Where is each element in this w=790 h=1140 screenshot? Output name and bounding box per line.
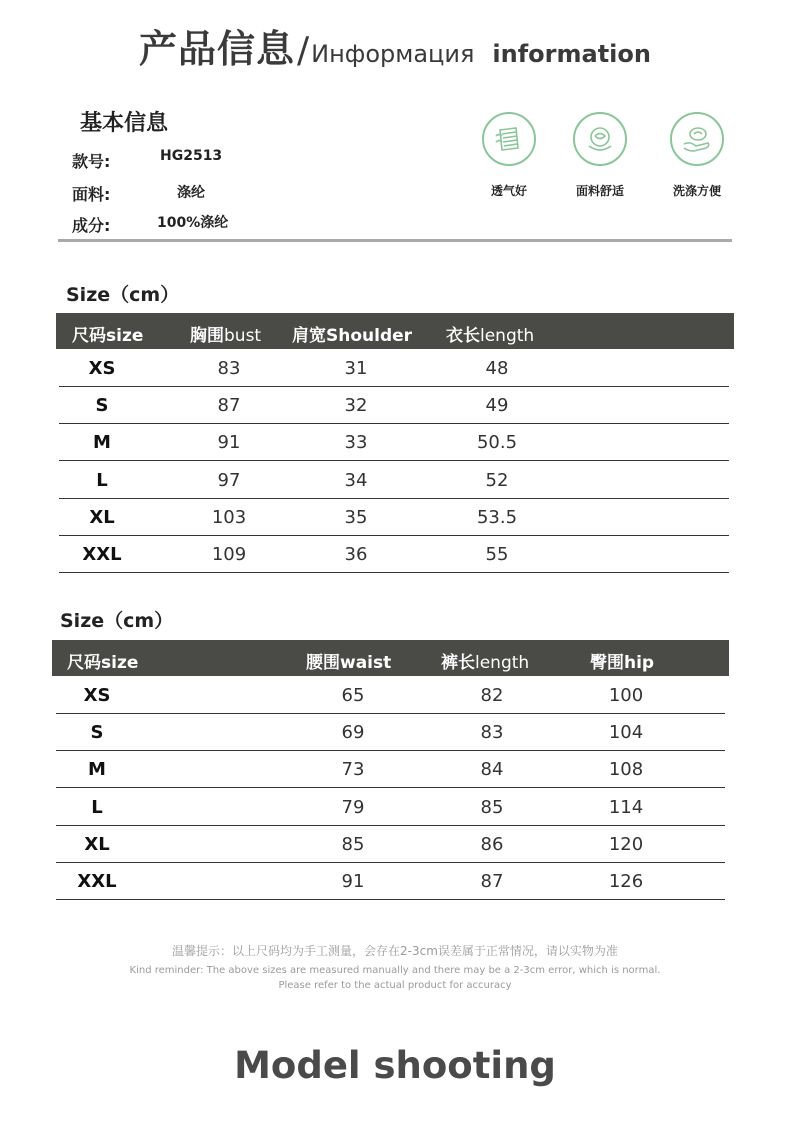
page-title: [0, 18, 790, 73]
title-separator: /: [297, 30, 310, 71]
value-cell: 103: [211, 506, 247, 528]
value-cell: 73: [341, 759, 365, 781]
header-size: 尺码size: [72, 326, 144, 346]
table-row: [56, 789, 725, 826]
comfort-fabric-icon: [573, 112, 627, 166]
feature-breathable-label: 透气好: [490, 184, 527, 198]
value-cell: 48: [485, 358, 509, 379]
value-cell: 65: [341, 685, 365, 706]
value-cell: 108: [608, 759, 644, 781]
reminder-note-english-line1: Kind reminder: The above sizes are measured manually and there may be a 2-3cm error, which is normal.: [129, 965, 661, 976]
style-number-label: 款号:: [72, 152, 111, 171]
size-cell: XXL: [82, 544, 122, 565]
header-pants-length: 裤长length: [441, 653, 530, 673]
table-row: [56, 863, 725, 900]
fabric-label: 面料:: [72, 185, 111, 204]
value-cell: 83: [480, 722, 504, 744]
value-cell: 55: [485, 544, 509, 565]
composition-label: 成分:: [72, 216, 111, 235]
table-row: [59, 387, 729, 424]
top-table-header: [56, 313, 734, 349]
value-cell: 34: [344, 469, 368, 491]
value-cell: 85: [480, 796, 504, 818]
size-cell: XS: [88, 358, 116, 379]
fabric-value: 涤纶: [177, 185, 205, 201]
title-chinese: 产品信息: [139, 27, 296, 71]
style-number-value: HG2513: [160, 148, 223, 164]
size-cell: L: [91, 796, 103, 818]
basic-info-title: 基本信息: [80, 111, 169, 136]
easy-wash-icon: [670, 112, 724, 166]
reminder-note-english-line2: Please refer to the actual product for accuracy: [278, 980, 512, 991]
value-cell: 83: [217, 358, 241, 379]
value-cell: 120: [608, 833, 644, 855]
value-cell: 35: [344, 506, 368, 528]
feature-wash-label: 洗涤方便: [672, 184, 721, 198]
feature-breathable: [464, 112, 554, 199]
table-row: [56, 677, 725, 714]
table-row: [56, 714, 725, 751]
value-cell: 49: [485, 395, 509, 417]
size-cell: L: [96, 469, 108, 491]
value-cell: 86: [480, 833, 504, 855]
value-cell: 91: [217, 432, 241, 454]
title-russian: Информация: [311, 40, 475, 68]
value-cell: 104: [608, 722, 644, 744]
feature-wash: [652, 112, 742, 199]
title-english: information: [492, 40, 651, 68]
header-waist: 腰围waist: [306, 653, 392, 673]
table-row: [59, 424, 729, 461]
model-shooting-title: Model shooting: [234, 1044, 556, 1087]
section-divider: [58, 239, 732, 242]
bottom-table-header: [52, 640, 729, 676]
table-row: [56, 751, 725, 788]
value-cell: 50.5: [476, 432, 518, 454]
value-cell: 84: [480, 759, 504, 781]
value-cell: 53.5: [476, 506, 518, 528]
value-cell: 100: [608, 685, 644, 706]
size-cell: M: [88, 759, 106, 781]
feature-comfort-label: 面料舒适: [575, 184, 624, 198]
value-cell: 97: [217, 469, 241, 491]
composition-value: 100%涤纶: [157, 215, 229, 231]
size-cell: XL: [89, 506, 115, 528]
value-cell: 82: [480, 685, 504, 706]
top-table-title: Size（cm）: [66, 284, 180, 306]
breathable-fabric-icon: [482, 112, 536, 166]
value-cell: 31: [344, 358, 368, 379]
value-cell: 87: [217, 395, 241, 417]
value-cell: 36: [344, 544, 368, 565]
size-cell: XS: [83, 685, 111, 706]
value-cell: 32: [344, 395, 368, 417]
table-row: [59, 499, 729, 536]
table-row: [59, 462, 729, 499]
value-cell: 126: [608, 871, 644, 892]
header-size: 尺码size: [67, 653, 139, 673]
bottom-table-title: Size（cm）: [60, 610, 174, 632]
size-cell: S: [95, 395, 109, 417]
size-cell: M: [93, 432, 111, 454]
feature-comfort: [555, 112, 645, 199]
header-shoulder: 肩宽Shoulder: [292, 326, 413, 346]
value-cell: 91: [341, 871, 365, 892]
size-cell: XXL: [77, 871, 117, 892]
size-cell: S: [90, 722, 104, 744]
table-row: [59, 536, 729, 573]
table-row: [59, 350, 729, 387]
value-cell: 69: [341, 722, 365, 744]
value-cell: 87: [480, 871, 504, 892]
table-row: [56, 826, 725, 863]
value-cell: 33: [344, 432, 368, 454]
value-cell: 85: [341, 833, 365, 855]
value-cell: 109: [211, 544, 247, 565]
header-length: 衣长length: [446, 326, 535, 346]
size-cell: XL: [84, 833, 110, 855]
value-cell: 79: [341, 796, 365, 818]
value-cell: 52: [485, 469, 509, 491]
header-hip: 臀围hip: [590, 653, 655, 673]
value-cell: 114: [608, 796, 644, 818]
header-bust: 胸围bust: [190, 326, 262, 346]
reminder-note-chinese: 温馨提示：以上尺码均为手工测量，会存在2-3cm误差属于正常情况，请以实物为准: [172, 944, 618, 958]
